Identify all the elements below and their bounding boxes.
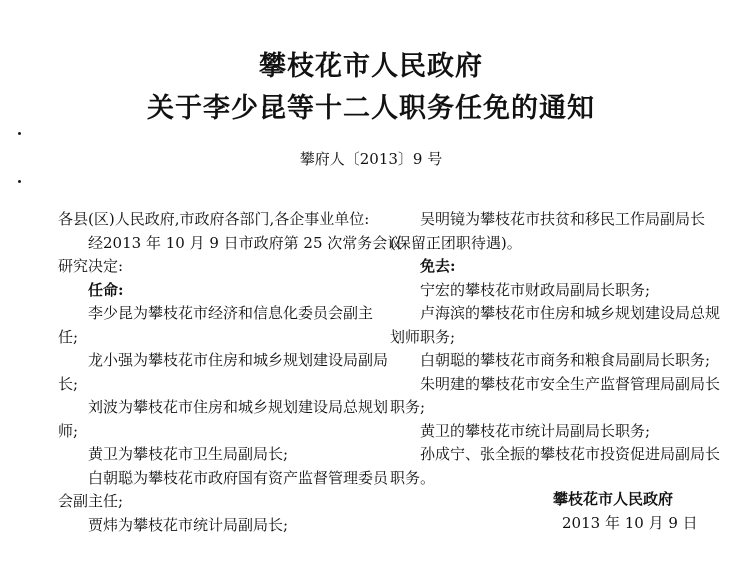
section-heading-dismiss: 免去: [420, 257, 456, 275]
body-line: 龙小强为攀枝花市住房和城乡规划建设局副局 [88, 351, 389, 369]
body-line: 刘波为攀枝花市住房和城乡规划建设局总规划 [88, 398, 389, 416]
scan-mark [18, 180, 21, 183]
body-line: 朱明建的攀枝花市安全生产监督管理局副局长 [420, 374, 721, 393]
body-line: 长; [58, 374, 79, 393]
body-line: 经2013 年 10 月 9 日市政府第 25 次常务会议 [88, 233, 403, 252]
body-line: 卢海滨的攀枝花市住房和城乡规划建设局总规 [420, 304, 721, 322]
body-line: (保留正团职待遇)。 [390, 233, 522, 252]
body-line: 职务。 [390, 468, 436, 487]
body-line: 孙成宁、张全振的攀枝花市投资促进局副局长 [420, 445, 721, 463]
signature-org: 攀枝花市人民政府 [553, 490, 674, 508]
document-number: 攀府人〔2013〕9 号 [299, 150, 443, 168]
body-line: 师; [58, 421, 79, 440]
body-line: 划师职务; [390, 327, 456, 346]
body-line: 白朝聪的攀枝花市商务和粮食局副局长职务; [420, 351, 711, 369]
right-column [390, 208, 721, 490]
body-line: 宁宏的攀枝花市财政局副局长职务; [420, 280, 651, 299]
body-line: 贾炜为攀枝花市统计局副局长; [88, 515, 289, 534]
scan-mark [18, 132, 21, 135]
signature-date: 2013 年 10 月 9 日 [562, 514, 698, 532]
body-line: 黄卫的攀枝花市统计局副局长职务; [420, 421, 651, 440]
body-line: 吴明镜为攀枝花市扶贫和移民工作局副局长 [420, 210, 706, 228]
left-column [58, 208, 403, 537]
salutation: 各县(区)人民政府,市政府各部门,各企事业单位: [58, 210, 370, 228]
document-title-line-2: 关于李少昆等十二人职务任免的通知 [147, 93, 595, 124]
section-heading-appoint: 任命: [88, 280, 124, 299]
body-line: 白朝聪为攀枝花市政府国有资产监督管理委员 [88, 468, 389, 487]
body-line: 研究决定: [58, 257, 124, 275]
body-line: 会副主任; [58, 492, 124, 510]
document-title-line-1: 攀枝花市人民政府 [259, 51, 483, 82]
body-line: 黄卫为攀枝花市卫生局副局长; [88, 445, 289, 463]
body-line: 任; [58, 327, 79, 346]
body-line: 李少昆为攀枝花市经济和信息化委员会副主 [88, 304, 374, 322]
body-line: 职务; [390, 398, 426, 416]
